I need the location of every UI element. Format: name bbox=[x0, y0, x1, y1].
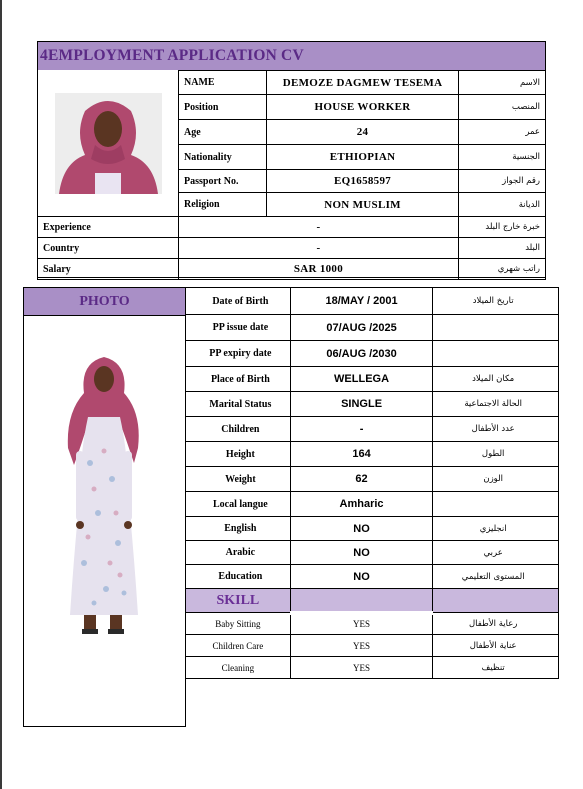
table-row bbox=[38, 259, 546, 280]
table-row bbox=[186, 565, 559, 589]
field-label-arabic bbox=[433, 341, 559, 367]
table-row bbox=[186, 288, 559, 315]
field-label-arabic: رقم الجواز bbox=[459, 170, 546, 193]
field-label: Local langue bbox=[186, 492, 291, 517]
field-value: 62 bbox=[290, 467, 433, 492]
field-label-arabic: الطول bbox=[433, 442, 559, 467]
field-value: NON MUSLIM bbox=[266, 193, 458, 217]
field-value: WELLEGA bbox=[290, 367, 433, 392]
table-row bbox=[186, 392, 559, 417]
table-row bbox=[186, 657, 559, 679]
field-label-arabic bbox=[433, 315, 559, 341]
skill-label-arabic: رعاية الأطفال bbox=[433, 613, 559, 635]
field-value: HOUSE WORKER bbox=[266, 95, 458, 120]
field-label: Marital Status bbox=[186, 392, 291, 417]
field-label: Height bbox=[186, 442, 291, 467]
photo-heading: PHOTO bbox=[24, 288, 185, 316]
field-label-arabic: مكان الميلاد bbox=[433, 367, 559, 392]
field-value: DEMOZE DAGMEW TESEMA bbox=[266, 71, 458, 95]
field-label: Country bbox=[38, 238, 179, 259]
field-label: Weight bbox=[186, 467, 291, 492]
field-value: Amharic bbox=[290, 492, 433, 517]
table-row bbox=[179, 95, 546, 120]
field-label-arabic: المنصب bbox=[459, 95, 546, 120]
field-label-arabic: انجليزي bbox=[433, 517, 559, 541]
table-row bbox=[179, 71, 546, 95]
field-label-arabic: الاسم bbox=[459, 71, 546, 95]
field-label-arabic: راتب شهري bbox=[459, 259, 546, 280]
table-row bbox=[186, 341, 559, 367]
field-label-arabic: الوزن bbox=[433, 467, 559, 492]
field-value: NO bbox=[290, 565, 433, 589]
field-label: Position bbox=[179, 95, 267, 120]
page-edge bbox=[0, 0, 2, 789]
field-label-arabic: خبرة خارج البلد bbox=[459, 217, 546, 238]
skill-label-arabic: تنظيف bbox=[433, 657, 559, 679]
field-label-arabic: البلد bbox=[459, 238, 546, 259]
skill-value: YES bbox=[290, 613, 433, 635]
field-label: Age bbox=[179, 120, 267, 145]
field-label-arabic bbox=[433, 492, 559, 517]
field-value: 06/AUG /2030 bbox=[290, 341, 433, 367]
table-row bbox=[179, 120, 546, 145]
table-row bbox=[186, 492, 559, 517]
field-value: 24 bbox=[266, 120, 458, 145]
field-value: 07/AUG /2025 bbox=[290, 315, 433, 341]
table-row bbox=[179, 145, 546, 170]
skill-label-arabic: عناية الأطفال bbox=[433, 635, 559, 657]
skill-heading: SKILL bbox=[186, 589, 291, 613]
full-photo-panel bbox=[23, 287, 186, 727]
field-label-arabic: عمر bbox=[459, 120, 546, 145]
skill-value: YES bbox=[290, 635, 433, 657]
field-label-arabic: تاريخ الميلاد bbox=[433, 288, 559, 315]
field-label: Arabic bbox=[186, 541, 291, 565]
skill-value: YES bbox=[290, 657, 433, 679]
field-value: 164 bbox=[290, 442, 433, 467]
table-row bbox=[179, 170, 546, 193]
field-value: 18/MAY / 2001 bbox=[290, 288, 433, 315]
table-row bbox=[186, 613, 559, 635]
table-row bbox=[38, 217, 546, 238]
table-row bbox=[186, 589, 559, 613]
full-body-photo bbox=[54, 353, 154, 643]
field-label-arabic: الجنسية bbox=[459, 145, 546, 170]
field-label-arabic: عربي bbox=[433, 541, 559, 565]
table-row bbox=[186, 442, 559, 467]
field-label: Children bbox=[186, 417, 291, 442]
table-row bbox=[186, 367, 559, 392]
field-label-arabic: عدد الأطفال bbox=[433, 417, 559, 442]
field-label: Place of Birth bbox=[186, 367, 291, 392]
field-value: ETHIOPIAN bbox=[266, 145, 458, 170]
field-label-arabic: الديانة bbox=[459, 193, 546, 217]
passport-photo bbox=[55, 93, 162, 194]
field-label: Date of Birth bbox=[186, 288, 291, 315]
applicant-summary bbox=[37, 41, 546, 278]
work-info-table bbox=[37, 216, 546, 280]
skill-heading-blank bbox=[290, 589, 433, 613]
table-row bbox=[186, 467, 559, 492]
passport-photo-cell bbox=[38, 70, 179, 216]
field-value: NO bbox=[290, 541, 433, 565]
table-row bbox=[179, 193, 546, 217]
field-label: Salary bbox=[38, 259, 179, 280]
field-value: SINGLE bbox=[290, 392, 433, 417]
table-row bbox=[186, 635, 559, 657]
document-title: 4EMPLOYMENT APPLICATION CV bbox=[38, 42, 545, 70]
field-label: Education bbox=[186, 565, 291, 589]
field-value: EQ1658597 bbox=[266, 170, 458, 193]
table-row bbox=[38, 238, 546, 259]
field-label: PP issue date bbox=[186, 315, 291, 341]
field-label-arabic: الحالة الاجتماعية bbox=[433, 392, 559, 417]
field-value: NO bbox=[290, 517, 433, 541]
skill-label: Baby Sitting bbox=[186, 613, 291, 635]
skill-label: Children Care bbox=[186, 635, 291, 657]
table-row bbox=[186, 315, 559, 341]
field-label: PP expiry date bbox=[186, 341, 291, 367]
table-row bbox=[186, 417, 559, 442]
table-row bbox=[186, 541, 559, 565]
skill-heading-blank bbox=[433, 589, 559, 613]
field-value: SAR 1000 bbox=[178, 259, 458, 280]
field-label: Passport No. bbox=[179, 170, 267, 193]
field-label: Religion bbox=[179, 193, 267, 217]
field-label-arabic: المستوى التعليمي bbox=[433, 565, 559, 589]
field-label: Nationality bbox=[179, 145, 267, 170]
field-label: NAME bbox=[179, 71, 267, 95]
skill-label: Cleaning bbox=[186, 657, 291, 679]
field-label: Experience bbox=[38, 217, 179, 238]
field-value: - bbox=[178, 217, 458, 238]
table-row bbox=[186, 517, 559, 541]
details-table bbox=[185, 287, 559, 679]
field-label: English bbox=[186, 517, 291, 541]
field-value: - bbox=[290, 417, 433, 442]
field-value: - bbox=[178, 238, 458, 259]
personal-info-table bbox=[178, 70, 546, 217]
